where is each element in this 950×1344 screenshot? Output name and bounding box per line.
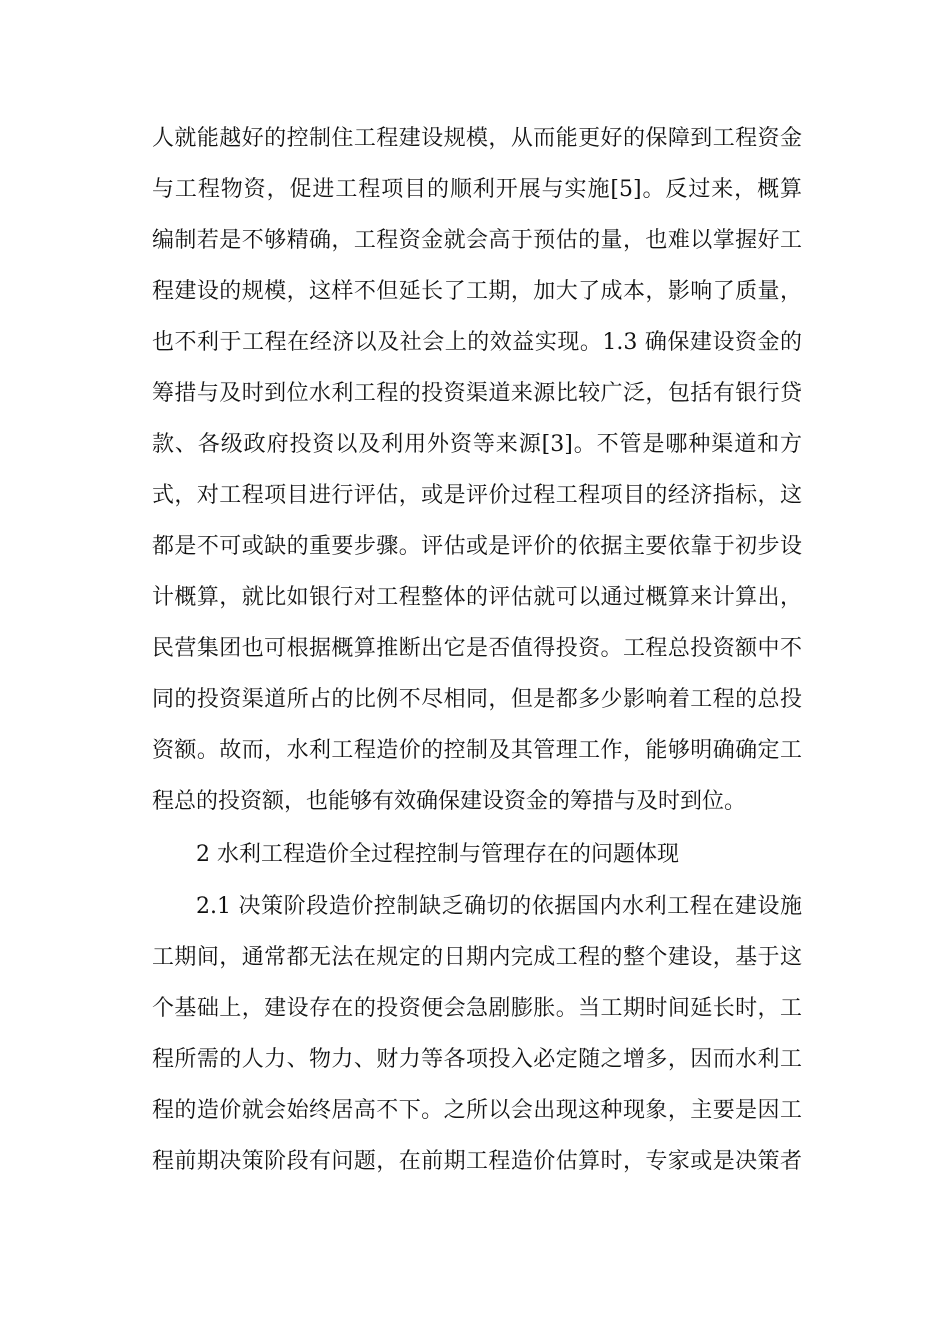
text-line: 2.1 决策阶段造价控制缺乏确切的依据国内水利工程在建设施 <box>196 894 802 919</box>
text-line: 与工程物资，促进工程项目的顺利开展与实施[5]。反过来，概算 <box>152 177 802 202</box>
text-line: 筹措与及时到位水利工程的投资渠道来源比较广泛，包括有银行贷 <box>152 381 802 406</box>
text-line: 同的投资渠道所占的比例不尽相同，但是都多少影响着工程的总投 <box>152 687 802 712</box>
text-line: 都是不可或缺的重要步骤。评估或是评价的依据主要依靠于初步设 <box>152 534 802 559</box>
text-line: 程总的投资额，也能够有效确保建设资金的筹措与及时到位。 <box>152 789 747 814</box>
text-line: 也不利于工程在经济以及社会上的效益实现。1.3 确保建设资金的 <box>152 330 802 355</box>
text-line: 人就能越好的控制住工程建设规模，从而能更好的保障到工程资金 <box>152 126 802 151</box>
text-line: 个基础上，建设存在的投资便会急剧膨胀。当工期时间延长时，工 <box>152 996 802 1021</box>
text-line: 民营集团也可根据概算推断出它是否值得投资。工程总投资额中不 <box>152 636 802 661</box>
text-line: 资额。故而，水利工程造价的控制及其管理工作，能够明确确定工 <box>152 738 802 763</box>
text-line: 程的造价就会始终居高不下。之所以会出现这种现象，主要是因工 <box>152 1098 802 1123</box>
text-line: 式，对工程项目进行评估，或是评价过程工程项目的经济指标，这 <box>152 483 802 508</box>
text-line: 工期间，通常都无法在规定的日期内完成工程的整个建设，基于这 <box>152 945 802 970</box>
text-line: 款、各级政府投资以及利用外资等来源[3]。不管是哪种渠道和方 <box>152 432 802 457</box>
text-line: 计概算，就比如银行对工程整体的评估就可以通过概算来计算出， <box>152 585 802 610</box>
text-line: 程所需的人力、物力、财力等各项投入必定随之增多，因而水利工 <box>152 1047 802 1072</box>
section-heading: 2 水利工程造价全过程控制与管理存在的问题体现 <box>196 842 679 867</box>
text-line: 程建设的规模，这样不但延长了工期，加大了成本，影响了质量， <box>152 279 802 304</box>
text-line: 程前期决策阶段有问题，在前期工程造价估算时，专家或是决策者 <box>152 1149 802 1174</box>
text-line: 编制若是不够精确，工程资金就会高于预估的量，也难以掌握好工 <box>152 228 802 253</box>
